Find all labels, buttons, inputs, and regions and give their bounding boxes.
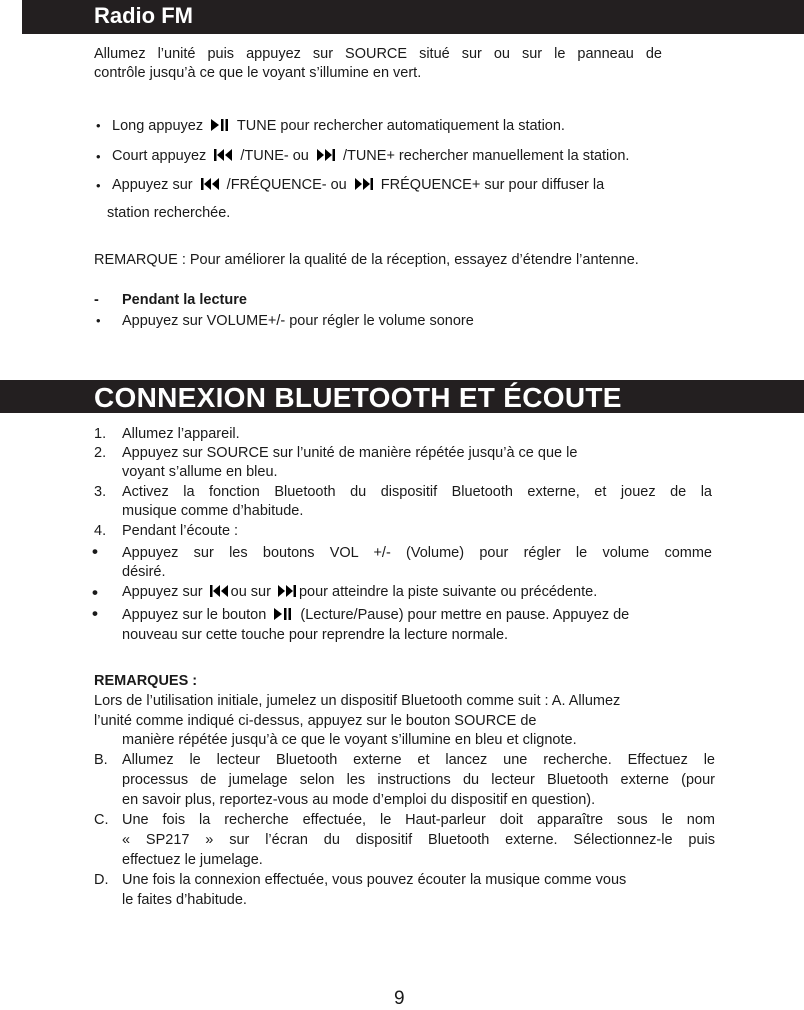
bullet-dot: • bbox=[96, 313, 101, 328]
section-header-radio bbox=[22, 0, 804, 34]
remarks-intro-line2: l’unité comme indiqué ci-dessus, appuyez sur le bouton SOURCE de bbox=[94, 713, 537, 729]
step-number: 1. bbox=[94, 426, 107, 442]
playing-heading: Pendant la lecture bbox=[122, 292, 247, 308]
radio-bullet-short-press bbox=[112, 147, 629, 165]
step-number: 3. bbox=[94, 484, 107, 500]
remark-label-c: C. bbox=[94, 812, 109, 828]
previous-track-icon bbox=[209, 584, 229, 598]
radio-bullet-long-press-pre: Long appuyez bbox=[112, 118, 204, 134]
bt-volume-line2: désiré. bbox=[122, 564, 166, 580]
radio-bullet-frequency-mid: /FRÉQUENCE- ou bbox=[226, 177, 347, 193]
next-track-icon bbox=[354, 177, 374, 191]
step-text: Pendant l’écoute : bbox=[122, 523, 239, 539]
bullet-dot: • bbox=[92, 604, 98, 623]
section-title-bluetooth: CONNEXION BLUETOOTH ET ÉCOUTE bbox=[94, 382, 622, 413]
radio-remark: REMARQUE : Pour améliorer la qualité de la réception, essayez d’étendre l’antenne. bbox=[94, 252, 639, 268]
bt-pause-pre: Appuyez sur le bouton bbox=[122, 607, 267, 623]
remark-label-b: B. bbox=[94, 752, 108, 768]
radio-intro-line2: contrôle jusqu’à ce que le voyant s’illumine en vert. bbox=[94, 65, 422, 81]
previous-track-icon bbox=[213, 148, 233, 162]
radio-bullet-frequency-cont: station recherchée. bbox=[107, 205, 231, 221]
bt-volume-line1: Appuyez sur les boutons VOL +/- (Volume) pour régler le volume comme bbox=[122, 545, 712, 561]
remark-d-line1: Une fois la connexion effectuée, vous pouvez écouter la musique comme vous bbox=[122, 872, 627, 888]
radio-bullet-short-press-mid: /TUNE- ou bbox=[240, 148, 309, 164]
radio-bullet-short-press-post: /TUNE+ rechercher manuellement la station. bbox=[342, 148, 630, 164]
radio-bullet-frequency-post: FRÉQUENCE+ sur pour diffuser la bbox=[380, 177, 605, 193]
step-number: 4. bbox=[94, 523, 107, 539]
step-text: Appuyez sur SOURCE sur l’unité de manière répétée jusqu’à ce que le bbox=[122, 445, 578, 461]
bullet-dot: • bbox=[96, 118, 101, 133]
radio-bullet-frequency bbox=[112, 176, 604, 194]
previous-track-icon bbox=[200, 177, 220, 191]
bt-skip-mid: ou sur bbox=[230, 584, 271, 600]
bullet-dot: • bbox=[96, 149, 101, 164]
remark-b-line2: processus de jumelage selon les instructions du lecteur Bluetooth externe (pour bbox=[122, 772, 715, 788]
play-pause-icon bbox=[210, 118, 230, 132]
remark-b-line3: en savoir plus, reportez-vous au mode d’emploi du dispositif en question). bbox=[122, 792, 596, 808]
step-number: 2. bbox=[94, 445, 107, 461]
step-text-cont: musique comme d’habitude. bbox=[122, 503, 304, 519]
bullet-dot: • bbox=[96, 178, 101, 193]
radio-intro-line1: Allumez l’unité puis appuyez sur SOURCE situé sur ou sur le panneau de bbox=[94, 46, 662, 62]
remark-label-d: D. bbox=[94, 872, 109, 888]
bt-pause-line2: nouveau sur cette touche pour reprendre la lecture normale. bbox=[122, 627, 509, 643]
play-pause-icon bbox=[273, 607, 293, 621]
remarks-intro-line1: Lors de l’utilisation initiale, jumelez un dispositif Bluetooth comme suit : A. Allumez bbox=[94, 693, 621, 709]
bt-skip-line bbox=[122, 583, 597, 601]
step-text-cont: voyant s’allume en bleu. bbox=[122, 464, 278, 480]
radio-bullet-long-press-post: TUNE pour rechercher automatiquement la station. bbox=[236, 118, 565, 134]
step-text: Activez la fonction Bluetooth du dispositif Bluetooth externe, et jouez de la bbox=[122, 484, 712, 500]
remarks-heading: REMARQUES : bbox=[94, 673, 198, 689]
remark-c-line2: « SP217 » sur l’écran du dispositif Bluetooth externe. Sélectionnez-le puis bbox=[122, 832, 715, 848]
bullet-dot: • bbox=[92, 542, 98, 561]
page-number: 9 bbox=[394, 988, 405, 1009]
radio-bullet-long-press bbox=[112, 117, 565, 135]
remark-d-line2: le faites d’habitude. bbox=[122, 892, 247, 908]
volume-bullet: Appuyez sur VOLUME+/- pour régler le volume sonore bbox=[122, 313, 474, 329]
bullet-dot: • bbox=[92, 583, 98, 602]
section-title-radio: Radio FM bbox=[94, 3, 193, 28]
bt-skip-post: pour atteindre la piste suivante ou précédente. bbox=[298, 584, 598, 600]
remarks-intro-line3: manière répétée jusqu’à ce que le voyant s’illumine en bleu et clignote. bbox=[122, 732, 577, 748]
step-text: Allumez l’appareil. bbox=[122, 426, 240, 442]
radio-bullet-short-press-pre: Court appuyez bbox=[112, 148, 207, 164]
next-track-icon bbox=[277, 584, 297, 598]
section-header-bluetooth bbox=[0, 380, 804, 413]
remark-c-line1: Une fois la recherche effectuée, le Haut-parleur doit apparaître sous le nom bbox=[122, 812, 715, 828]
remark-c-line3: effectuez le jumelage. bbox=[122, 852, 263, 868]
next-track-icon bbox=[316, 148, 336, 162]
bt-pause-post: (Lecture/Pause) pour mettre en pause. Appuyez de bbox=[300, 607, 630, 623]
bt-skip-pre: Appuyez sur bbox=[122, 584, 203, 600]
bt-pause-line1 bbox=[122, 606, 629, 624]
remark-b-line1: Allumez le lecteur Bluetooth externe et lancez une recherche. Effectuez le bbox=[122, 752, 715, 768]
playing-dash: - bbox=[94, 292, 99, 308]
radio-bullet-frequency-pre: Appuyez sur bbox=[112, 177, 193, 193]
